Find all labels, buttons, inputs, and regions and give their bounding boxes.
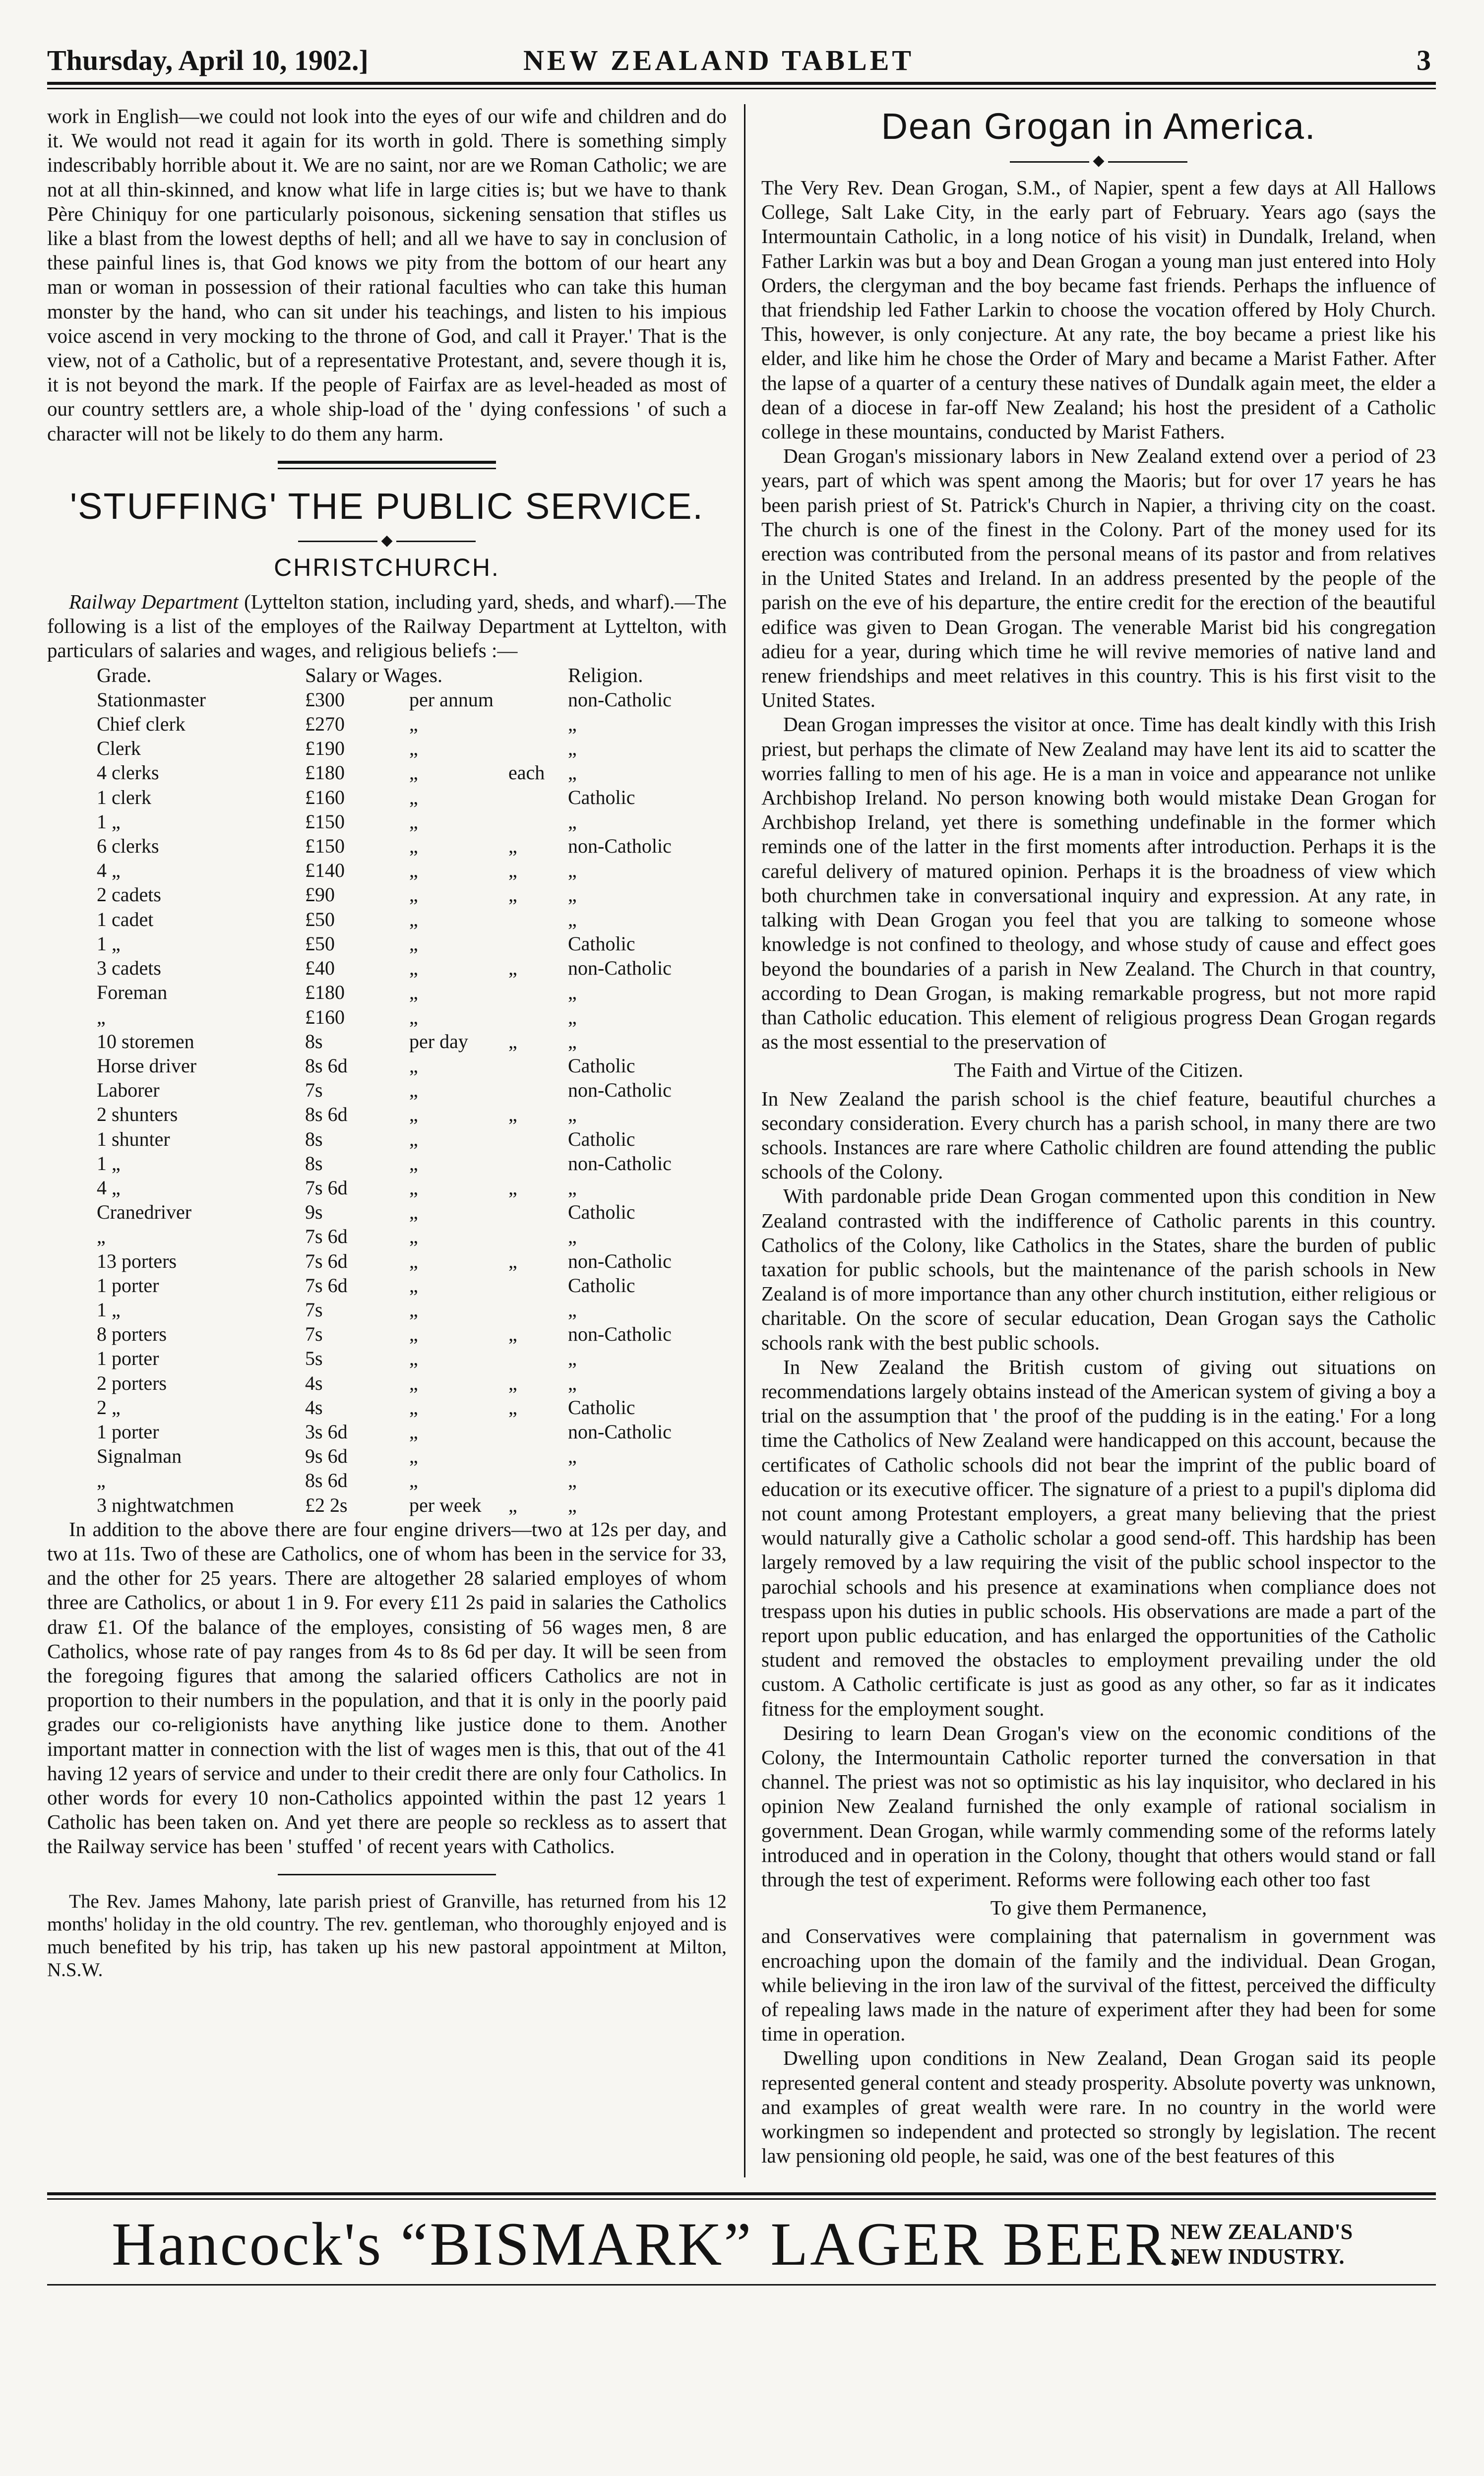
unit-cell: „ (409, 1371, 418, 1394)
department-label: Railway Department (69, 590, 239, 614)
each-cell (508, 1273, 568, 1298)
salary-cell: £160 (305, 1005, 345, 1028)
religion-cell: „ (568, 908, 577, 930)
employee-row (97, 736, 717, 760)
unit-cell: „ (409, 1152, 418, 1175)
each-cell (508, 1151, 568, 1176)
page-header (47, 35, 1436, 79)
header-rule (47, 82, 1436, 85)
each-cell (508, 687, 568, 712)
grogan-para-9: Dwelling upon conditions in New Zealand, Dean Grogan said its people represented general content and steady prosperity. Absolute poverty was unknown, and examples of great wealth were rare. In no country in the world were workingmen so independent and protected so strongly by legislation. The recent law pensioning old people, he said, was one of the best features of this (761, 2046, 1436, 2167)
unit-cell: „ (409, 981, 418, 1004)
employee-row (97, 1053, 717, 1078)
employee-row (97, 1151, 717, 1176)
grade-cell: Stationmaster (97, 688, 206, 711)
religion-cell: non-Catholic (568, 688, 672, 711)
religion-cell: „ (568, 761, 577, 784)
unit-cell: „ (409, 810, 418, 833)
grade-cell: 3 nightwatchmen (97, 1493, 234, 1516)
religion-cell: non-Catholic (568, 835, 672, 858)
grogan-para-6: In New Zealand the British custom of giving out situations on recommendations largely obtains instead of the American system of giving a boy a trial on the assumption that ' the proof of the pudding is in the eating.' For a long time the Catholics of New Zealand were handicapped on this account, because the certificates of Catholic schools did not bear the imprint of the public board of education or its executive officer. The signature of a priest to a pupil's diploma did not count among Protestant employers, a great many believing that the priest would naturally give a Catholic scholar a good send-off. This hardship has been largely removed by a law requiring the visit of the public school inspector to the parochial schools and his presence at examinations when compliance does not trespass upon his duties in public schools. His observations are made a part of the report upon public education, and has enlarged the opportunities of the Catholic student and removed the obstacles to employment prevailing under the old custom. A Catholic certificate is just as good as any other, so far as it indicates fitness for the employment sought. (761, 1355, 1436, 1720)
employee-row (97, 1395, 717, 1420)
religion-cell: Catholic (568, 1274, 635, 1297)
salary-cell: £180 (305, 761, 345, 784)
advertisement-banner (47, 2207, 1436, 2277)
header-grade: Grade. (97, 663, 152, 686)
employee-row (97, 712, 717, 736)
employee-row (97, 785, 717, 809)
employee-row (97, 956, 717, 980)
each-cell: „ (508, 1493, 517, 1516)
section-separator (278, 461, 496, 469)
each-cell: „ (508, 1323, 517, 1346)
religion-cell: Catholic (568, 1201, 635, 1224)
salary-cell: £50 (305, 932, 335, 955)
each-cell (508, 1005, 568, 1029)
employee-row (97, 1005, 717, 1029)
grade-cell: 1 porter (97, 1420, 159, 1443)
religion-cell: „ (568, 981, 577, 1004)
salary-cell: 7s 6d (305, 1274, 348, 1297)
unit-cell: „ (409, 1274, 418, 1297)
employee-row (97, 882, 717, 907)
grade-cell: „ (97, 1005, 106, 1028)
each-cell (508, 1298, 568, 1322)
each-cell (508, 1200, 568, 1224)
grade-cell: 1 cadet (97, 908, 154, 930)
grade-cell: 4 „ (97, 1176, 121, 1199)
religion-cell: Catholic (568, 1127, 635, 1150)
salary-cell: 7s (305, 1079, 323, 1102)
religion-cell: „ (568, 737, 577, 760)
unit-cell: „ (409, 835, 418, 858)
salary-cell: 7s 6d (305, 1176, 348, 1199)
each-cell: each (508, 761, 545, 784)
salary-cell: £50 (305, 908, 335, 930)
each-cell: „ (508, 883, 517, 906)
religion-cell: non-Catholic (568, 957, 672, 980)
employee-row (97, 1420, 717, 1444)
masthead-title: NEW ZEALAND TABLET (523, 44, 915, 76)
employee-row (97, 1493, 717, 1517)
salary-cell: 8s (305, 1030, 323, 1052)
religion-cell: „ (568, 810, 577, 833)
grogan-para-2: Dean Grogan's missionary labors in New Zealand extend over a period of 23 years, part of which was spent among the Maoris; but for over 17 years he has been parish priest of St. Patrick's Church in Napier, a thriving city on the coast. The church is one of the finest in the Colony. Part of the money used for its erection was contributed from the personal means of its pastor and from relatives in the United States and Ireland. In an address presented by the people of the parish on the eve of his departure, the entire credit for the erection of the beautiful edifice was given to Dean Grogan. The venerable Marist bid his congregation adieu for a year, during which time he will revive memories of native land and renew friendships and meet relatives in this country. This is his first visit to the United States. (761, 444, 1436, 712)
religion-cell: Catholic (568, 932, 635, 955)
employee-row (97, 687, 717, 712)
employee-row (97, 1371, 717, 1395)
column-divider (744, 104, 745, 2177)
unit-cell: „ (409, 1103, 418, 1126)
religion-cell: „ (568, 883, 577, 906)
issue-date: Thursday, April 10, 1902.] (47, 44, 369, 76)
unit-cell: „ (409, 713, 418, 736)
grade-cell: 2 cadets (97, 883, 161, 906)
each-cell: „ (508, 1030, 517, 1052)
religion-cell: „ (568, 1030, 577, 1052)
grade-cell: Foreman (97, 981, 168, 1004)
employee-row (97, 1224, 717, 1248)
grade-cell: 4 „ (97, 859, 121, 882)
employee-row (97, 1298, 717, 1322)
religion-cell: „ (568, 1493, 577, 1516)
grade-cell: „ (97, 1225, 106, 1248)
subheading-faith: The Faith and Virtue of the Citizen. (954, 1058, 1243, 1082)
grogan-para-5: With pardonable pride Dean Grogan commented upon this condition in New Zealand contrasted with the indifference of Catholic parents in this country. Catholics of the Colony, like Catholics in the States, share the burden of public taxation for public schools, but the maintenance of the parish schools in New Zealand is of more importance than any other church institution, either religious or charitable. On the score of secular education, Dean Grogan says the Catholic schools rank with the best public schools. (761, 1184, 1436, 1354)
salary-cell: £270 (305, 713, 345, 736)
religion-cell: „ (568, 1176, 577, 1199)
grade-cell: Horse driver (97, 1054, 197, 1077)
salary-cell: £300 (305, 688, 345, 711)
employee-row (97, 1102, 717, 1126)
salary-cell: £190 (305, 737, 345, 760)
unit-cell: „ (409, 1249, 418, 1272)
salary-cell: £180 (305, 981, 345, 1004)
religion-cell: „ (568, 1103, 577, 1126)
unit-cell: per week (409, 1493, 482, 1516)
salary-cell: £150 (305, 835, 345, 858)
each-cell (508, 785, 568, 809)
each-cell: „ (508, 1176, 517, 1199)
religion-cell: non-Catholic (568, 1323, 672, 1346)
each-cell (508, 980, 568, 1004)
grade-cell: 1 „ (97, 1152, 121, 1175)
unit-cell: „ (409, 1005, 418, 1028)
unit-cell: „ (409, 1347, 418, 1370)
employee-row (97, 809, 717, 834)
article-title-grogan: Dean Grogan in America. (881, 106, 1316, 147)
grade-cell: 3 cadets (97, 957, 161, 980)
each-cell: „ (508, 1371, 517, 1394)
salary-cell: 7s 6d (305, 1225, 348, 1248)
salary-cell: £90 (305, 883, 335, 906)
each-cell (508, 712, 568, 736)
footer-rule-thin (47, 2198, 1436, 2200)
religion-cell: „ (568, 1445, 577, 1468)
article-title-stuffing: 'STUFFING' THE PUBLIC SERVICE. (70, 485, 704, 527)
each-cell (508, 1444, 568, 1468)
ornament-divider-right: ◆ (761, 151, 1436, 171)
grade-cell: 1 „ (97, 1298, 121, 1321)
salary-cell: 9s 6d (305, 1445, 348, 1468)
each-cell (508, 1420, 568, 1444)
employee-table-header (97, 663, 717, 687)
unit-cell: „ (409, 1054, 418, 1077)
religion-cell: non-Catholic (568, 1152, 672, 1175)
article-subtitle: CHRISTCHURCH. (274, 553, 500, 581)
header-salary: Salary or Wages. (305, 663, 443, 686)
employee-row (97, 1468, 717, 1492)
grade-cell: 2 porters (97, 1371, 167, 1394)
salary-cell: 8s (305, 1152, 323, 1175)
religion-cell: „ (568, 1347, 577, 1370)
unit-cell: „ (409, 1469, 418, 1492)
employee-row (97, 980, 717, 1004)
employee-row (97, 1273, 717, 1298)
employee-row (97, 1127, 717, 1151)
table-commentary: In addition to the above there are four engine drivers—two at 12s per day, and two at 11s. Two of these are Catholics, one of whom has been in the service for 33, and the other for 25 years. There are altogether 28 salaried employes of whom three are Catholics, or about 1 in 9. For every £11 2s paid in salaries the Catholics draw £1. Of the balance of the employes, consisting of 56 wages men, 8 are Catholics, whose rate of pay ranges from 4s to 8s 6d per day. It will be seen from the foregoing figures that among the salaried officers Catholics are not in proportion to their numbers in the population, and that it is only in the poorly paid grades our co-religionists have anything like justice done to them. Another important matter in connection with the list of wages men is this, that out of the 41 having 12 years of service and under to their credit there are only four Catholics. In other words for every 10 non-Catholics appointed within the past 12 years 1 Catholic has been taken on. And yet there are people so reckless as to assert that the Railway service has been ' stuffed ' of recent years with Catholics. (47, 1517, 727, 1858)
grade-cell: 6 clerks (97, 835, 159, 858)
footer-rule (47, 2192, 1436, 2195)
religion-cell: Catholic (568, 1396, 635, 1419)
each-cell (508, 931, 568, 956)
unit-cell: „ (409, 786, 418, 808)
unit-cell: „ (409, 908, 418, 930)
grade-cell: 1 porter (97, 1347, 159, 1370)
unit-cell: „ (409, 932, 418, 955)
department-intro (47, 590, 727, 663)
each-cell (508, 809, 568, 834)
employee-row (97, 1176, 717, 1200)
newspaper-page (47, 35, 1436, 2445)
salary-cell: 7s (305, 1298, 323, 1321)
salary-cell: £160 (305, 786, 345, 808)
religion-cell: Catholic (568, 1054, 635, 1077)
salary-cell: 7s (305, 1323, 323, 1346)
grogan-para-4: In New Zealand the parish school is the chief feature, beautiful churches a secondary consideration. Every church has a parish school, in many there are two schools. Instances are rare where Catholic children are found attending the public schools of the Colony. (761, 1087, 1436, 1183)
salary-cell: 4s (305, 1371, 323, 1394)
religion-cell: „ (568, 1225, 577, 1248)
salary-cell: £140 (305, 859, 345, 882)
advert-side-text (1171, 2220, 1353, 2269)
employee-row (97, 834, 717, 858)
salary-cell: 8s (305, 1127, 323, 1150)
grade-cell: 8 porters (97, 1323, 167, 1346)
grogan-para-7: Desiring to learn Dean Grogan's view on the economic conditions of the Colony, the Intermountain Catholic reporter turned the conversation in that channel. The priest was not so optimistic as his lay inquisitor, who declared in his opinion New Zealand furnished the only example of rational socialism in government. Dean Grogan, while warmly commending some of the reforms lately introduced and in operation in the Colony, thought that others would stand or fall through the test of experiment. Reforms were following each other too fast (761, 1721, 1436, 1891)
religion-cell: „ (568, 1005, 577, 1028)
unit-cell: per annum (409, 688, 494, 711)
unit-cell: „ (409, 957, 418, 980)
grade-cell: 1 „ (97, 810, 121, 833)
unit-cell: „ (409, 1127, 418, 1150)
salary-cell: £2 2s (305, 1493, 348, 1516)
employee-row (97, 931, 717, 956)
religion-cell: „ (568, 1371, 577, 1394)
religion-cell: „ (568, 713, 577, 736)
grogan-para-1: The Very Rev. Dean Grogan, S.M., of Napier, spent a few days at All Hallows College, Salt Lake City, in the early part of February. Years ago (says the Intermountain Catholic, in a long notice of his visit) in Dundalk, Ireland, when Father Larkin was but a boy and Dean Grogan a young man just entered into Holy Orders, the clergyman and the boy became fast friends. Perhaps the influence of that friendship led Father Larkin to choose the vocation offered by Holy Church. This, however, is only conjecture. At any rate, the boy became a priest like his elder, and like him he chose the Order of Mary and became a Marist Father. After the lapse of a quarter of a century these natives of Dundalk again meet, the elder a dean of a diocese in far-off New Zealand; his host the president of a Catholic college in these mountains, conducted by Marist Fathers. (761, 176, 1436, 443)
subheading-permanence: To give them Permanence, (990, 1896, 1207, 1919)
grade-cell: 10 storemen (97, 1030, 194, 1052)
salary-cell: 8s 6d (305, 1054, 348, 1077)
each-cell (508, 1053, 568, 1078)
salary-cell: £150 (305, 810, 345, 833)
unit-cell: „ (409, 1420, 418, 1443)
employee-row (97, 1444, 717, 1468)
footer-bottom-rule (47, 2284, 1436, 2286)
employee-row (97, 858, 717, 882)
each-cell (508, 907, 568, 931)
salary-cell: £40 (305, 957, 335, 980)
unit-cell: „ (409, 737, 418, 760)
ornament-divider: ◆ (47, 531, 727, 551)
salary-cell: 5s (305, 1347, 323, 1370)
page-number: 3 (1417, 44, 1431, 76)
mahony-paragraph: The Rev. James Mahony, late parish priest of Granville, has returned from his 12 months' holiday in the old country. The rev. gentleman, who thoroughly enjoyed and is much benefited by his trip, has taken up his new pastoral appointment at Milton, N.S.W. (47, 1890, 727, 1981)
left-column (47, 104, 727, 2177)
grade-cell: „ (97, 1469, 106, 1492)
grade-cell: Chief clerk (97, 713, 186, 736)
beer-advert: Hancock's “BISMARK” LAGER BEER. (112, 2210, 1185, 2278)
religion-cell: Catholic (568, 786, 635, 808)
salary-cell: 8s 6d (305, 1103, 348, 1126)
unit-cell: „ (409, 1323, 418, 1346)
header-religion: Religion. (568, 663, 643, 686)
grade-cell: 4 clerks (97, 761, 159, 784)
advert-side-line-2: NEW INDUSTRY. (1171, 2244, 1345, 2269)
employee-row (97, 760, 717, 785)
each-cell (508, 1346, 568, 1370)
grade-cell: Clerk (97, 737, 141, 760)
grade-cell: Signalman (97, 1445, 182, 1468)
each-cell: „ (508, 835, 517, 858)
grade-cell: 1 porter (97, 1274, 159, 1297)
unit-cell: „ (409, 859, 418, 882)
each-cell (508, 1468, 568, 1492)
salary-cell: 8s 6d (305, 1469, 348, 1492)
unit-cell: „ (409, 1445, 418, 1468)
salary-cell: 4s (305, 1396, 323, 1419)
unit-cell: „ (409, 1396, 418, 1419)
grade-cell: Cranedriver (97, 1201, 192, 1224)
religion-cell: non-Catholic (568, 1079, 672, 1102)
religion-cell: „ (568, 1469, 577, 1492)
unit-cell: „ (409, 1225, 418, 1248)
each-cell (508, 736, 568, 760)
employee-row (97, 1249, 717, 1273)
each-cell: „ (508, 859, 517, 882)
religion-cell: „ (568, 1298, 577, 1321)
employee-row (97, 1200, 717, 1224)
grade-cell: 2 „ (97, 1396, 121, 1419)
grade-cell: 1 clerk (97, 786, 151, 808)
employee-row (97, 1078, 717, 1102)
each-cell: „ (508, 1396, 517, 1419)
unit-cell: „ (409, 1201, 418, 1224)
header-rule-thin (47, 88, 1436, 89)
employee-table (97, 663, 717, 1517)
department-text: (Lyttelton station, including yard, sheds, and wharf).—The following is a list of the employes of the Railway Department at Lyttelton, with particulars of salaries and wages, and religious beliefs :— (47, 590, 727, 662)
each-cell: „ (508, 957, 517, 980)
employee-row (97, 1029, 717, 1053)
each-cell: „ (508, 1103, 517, 1126)
employee-row (97, 1322, 717, 1346)
unit-cell: „ (409, 1298, 418, 1321)
employee-row (97, 1346, 717, 1370)
grade-cell: 1 „ (97, 932, 121, 955)
grade-cell: 2 shunters (97, 1103, 178, 1126)
grade-cell: 13 porters (97, 1249, 177, 1272)
unit-cell: „ (409, 761, 418, 784)
salary-cell: 3s 6d (305, 1420, 348, 1443)
unit-cell: per day (409, 1030, 468, 1052)
grogan-para-3: Dean Grogan impresses the visitor at once. Time has dealt kindly with this Irish priest, but perhaps the climate of New Zealand may have lent its aid to scatter the worries falling to men of his age. He is a man in voice and appearance not unlike Archbishop Ireland. No person knowing both would mistake Dean Grogan for Archbishop Ireland, yet there is something undefinable in the former which reminds one of the latter in the first moments after introduction. Perhaps it is the careful delivery of matured opinion. Perhaps it is the broadness of view which both churchmen take in conversational inquiry and expression. At any rate, in talking with Dean Grogan you feel that you are talking to someone whose knowledge is not confined to theology, and whose study of cause and effect goes beyond the boundaries of a parish in New Zealand. The Church in that country, according to Dean Grogan, is making remarkable progress, but not more rapid than Catholic education. This element of religious progress Dean Grogan regards as the most essential to the preservation of (761, 713, 1436, 1053)
unit-cell: „ (409, 1176, 418, 1199)
advert-side-line-1: NEW ZEALAND'S (1171, 2220, 1353, 2244)
section-separator-single (278, 1874, 496, 1875)
each-cell (508, 1127, 568, 1151)
continued-paragraph: work in English—we could not look into the eyes of our wife and children and do it. We would not read it again for its worth in gold. There is something simply indescribably horrible about it. We are no saint, nor are we Roman Catholic; we are not at all thin-skinned, and know what life in large cities is; but we have to thank Père Chiniquy for one particularly poisonous, sickening sensation that stifles us like a blast from the lowest depths of hell; and all we have to say in conclusion of these painful lines is, that God knows we pity from the bottom of our heart any man or woman in possession of their rational faculties who can take this human monster by the hand, who can sit under his teachings, and listen to his impious voice ascend in very mocking to the throne of God, and call it Prayer.' That is the view, not of a Catholic, but of a representative Protestant, and, severe though it is, it is not beyond the mark. If the people of Fairfax are as level-headed as most of our country settlers are, a whole ship-load of the ' dying confessions ' of such a character will not be likely to do them any harm. (47, 105, 727, 445)
each-cell (508, 1224, 568, 1248)
right-column (761, 104, 1436, 2177)
grade-cell: 1 shunter (97, 1127, 170, 1150)
grade-cell: Laborer (97, 1079, 160, 1102)
religion-cell: „ (568, 859, 577, 882)
religion-cell: non-Catholic (568, 1249, 672, 1272)
salary-cell: 7s 6d (305, 1249, 348, 1272)
salary-cell: 9s (305, 1201, 323, 1224)
religion-cell: non-Catholic (568, 1420, 672, 1443)
each-cell: „ (508, 1249, 517, 1272)
employee-row (97, 907, 717, 931)
unit-cell: „ (409, 1079, 418, 1102)
each-cell (508, 1078, 568, 1102)
grogan-para-8: and Conservatives were complaining that paternalism in government was encroaching upon the domain of the family and the individual. Dean Grogan, while believing in the iron law of the survival of the fittest, perceived the difficulty of repealing laws made in the nature of experiment after they had been for some time in operation. (761, 1924, 1436, 2045)
unit-cell: „ (409, 883, 418, 906)
